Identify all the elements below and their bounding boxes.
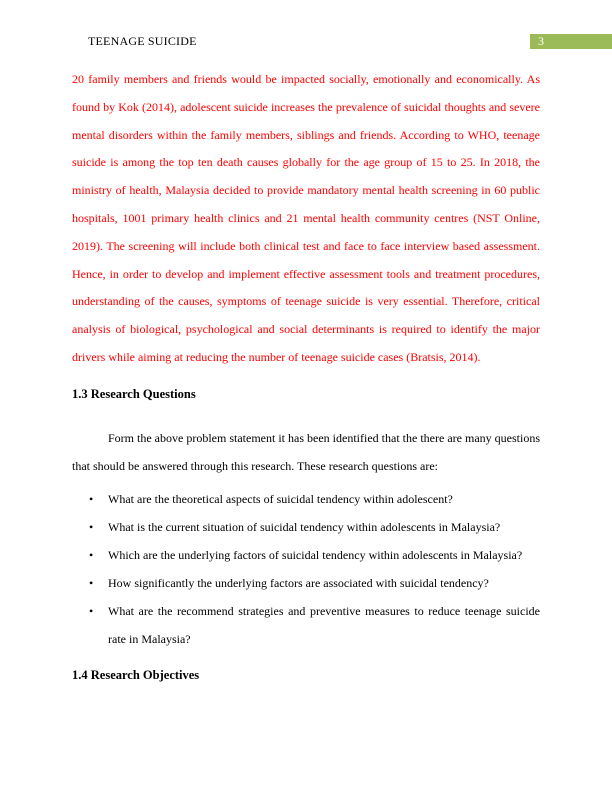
bullet-icon: • <box>89 604 94 618</box>
section-heading-research-questions: 1.3 Research Questions <box>72 387 196 401</box>
bullet-icon: • <box>89 520 94 534</box>
question-text: What are the theoretical aspects of suicidal tendency within adolescent? <box>108 492 453 506</box>
list-item <box>72 513 540 541</box>
page-number-bar <box>530 34 612 49</box>
question-text: How significantly the underlying factors are associated with suicidal tendency? <box>108 576 489 590</box>
list-item <box>72 569 540 597</box>
running-head: TEENAGE SUICIDE <box>88 34 197 48</box>
research-questions-list <box>72 485 540 653</box>
question-text: What are the recommend strategies and preventive measures to reduce teenage suicide rate in Malaysia? <box>108 604 540 646</box>
list-item <box>72 485 540 513</box>
page-number: 3 <box>538 34 544 48</box>
bullet-icon: • <box>89 576 94 590</box>
bullet-icon: • <box>89 548 94 562</box>
question-text: What is the current situation of suicidal tendency within adolescents in Malaysia? <box>108 520 501 534</box>
question-text: Which are the underlying factors of suicidal tendency within adolescents in Malaysia? <box>108 548 523 562</box>
research-questions-intro: Form the above problem statement it has been identified that the there are many questions that should be answered through this research. These research questions are: <box>72 431 540 473</box>
list-item <box>72 541 540 569</box>
section-heading-research-objectives: 1.4 Research Objectives <box>72 668 200 682</box>
bullet-icon: • <box>89 492 94 506</box>
intro-paragraph: 20 family members and friends would be impacted socially, emotionally and economically. As found by Kok (2014), adolescent suicide increases the prevalence of suicidal thoughts and severe mental disorders within the family members, siblings and friends. According to WHO, teenage suicide is among the top ten death causes globally for the age group of 15 to 25. In 2018, the ministry of health, Malaysia decided to provide mandatory mental health screening in 60 public hospitals, 1001 primary health clinics and 21 mental health community centres (NST Online, 2019). The screening will include both clinical test and face to face interview based assessment. Hence, in order to develop and implement effective assessment tools and treatment procedures, understanding of the causes, symptoms of teenage suicide is very essential. Therefore, critical analysis of biological, psychological and social determinants is required to identify the major drivers while aiming at reducing the number of teenage suicide cases (Bratsis, 2014). <box>72 72 540 364</box>
list-item <box>72 597 540 653</box>
